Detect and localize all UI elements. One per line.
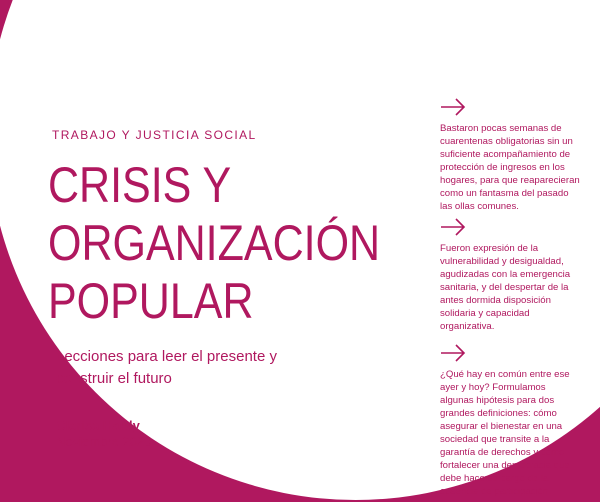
series-label: TRABAJO Y JUSTICIA SOCIAL <box>52 128 257 142</box>
summary-text: Fueron expresión de la vulnerabilidad y desigualdad, agudizadas con la emergencia sanitaria, y del despertar de la antes dormida disposición solidaria y capacidad organizativa. <box>440 243 571 332</box>
cover-title <box>48 156 380 330</box>
title-line: ORGANIZACIÓN <box>48 215 381 271</box>
author-name: Clarisa Hardy <box>56 418 140 433</box>
title-line: CRISIS Y <box>48 157 232 213</box>
arrow-right-icon <box>440 344 466 362</box>
title-line: POPULAR <box>48 273 254 329</box>
summary-block-3 <box>440 344 580 498</box>
arrow-right-icon <box>440 98 466 116</box>
summary-block-1 <box>440 98 580 213</box>
summary-text: Bastaron pocas semanas de cuarentenas obligatorias sin un suficiente acompañamiento de protección de ingresos en los hogares, para que reaparecieran como un fantasma del pasado las ollas comunes. <box>440 123 580 212</box>
arrow-right-icon <box>440 218 466 236</box>
publication-date: Noviembre 2020 <box>56 434 152 449</box>
summary-block-2 <box>440 218 580 333</box>
cover-subtitle: Lecciones para leer el presente y construir el futuro <box>56 348 277 387</box>
summary-text: ¿Qué hay en común entre ese ayer y hoy? Formulamos algunas hipótesis para dos grandes definiciones: cómo asegurar el bienestar en una sociedad que transite a la garantía de derechos y cómo fortalecer una democracia que debe hacerse cargo de la ausencia de participación. <box>440 369 570 497</box>
